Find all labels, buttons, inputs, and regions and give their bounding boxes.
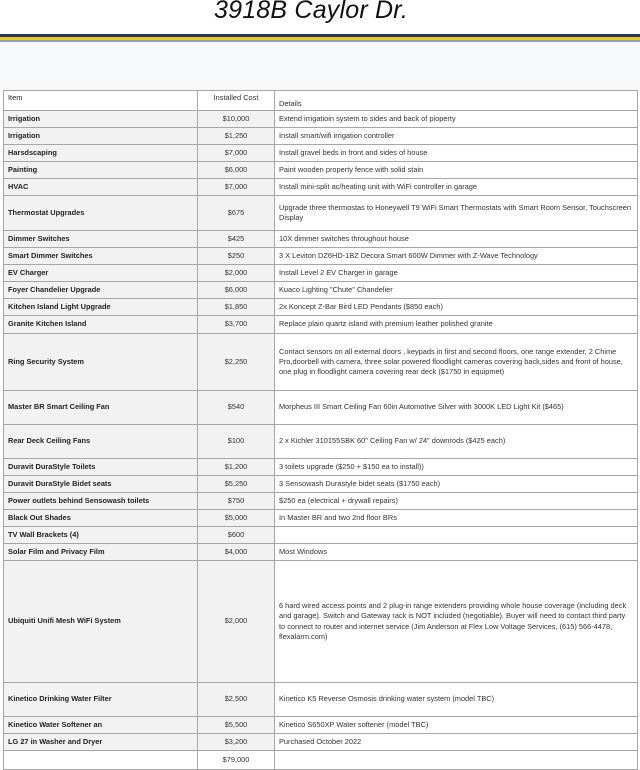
table-row <box>4 231 638 248</box>
row-cost: $7,000 <box>198 179 275 196</box>
table-row <box>4 544 638 561</box>
row-cost: $3,200 <box>198 734 275 751</box>
row-cost: $5,250 <box>198 476 275 493</box>
table-row <box>4 196 638 231</box>
row-cost: $540 <box>198 391 275 425</box>
table-row <box>4 334 638 391</box>
table-row <box>4 391 638 425</box>
row-item: Irrigation <box>4 128 198 145</box>
table-row <box>4 162 638 179</box>
table-row <box>4 561 638 683</box>
row-details: In Master BR and two 2nd floor BRs <box>275 510 638 527</box>
row-item: Duravit DuraStyle Toilets <box>4 459 198 476</box>
table-row <box>4 493 638 510</box>
row-item: Painting <box>4 162 198 179</box>
row-details: Kinetico K5 Reverse Osmosis drinking water system (model TBC) <box>275 683 638 717</box>
row-details: 10X dimmer switches throughout house <box>275 231 638 248</box>
row-item: Ubiquiti Unifi Mesh WiFi System <box>4 561 198 683</box>
row-item: Power outlets behind Sensowash toilets <box>4 493 198 510</box>
row-cost: $3,700 <box>198 316 275 334</box>
row-details: Install gravel beds in front and sides of house <box>275 145 638 162</box>
table-row <box>4 145 638 162</box>
row-details: Install mini-split ac/heating unit with WiFi controller in garage <box>275 179 638 196</box>
table-row <box>4 476 638 493</box>
row-cost: $5,500 <box>198 717 275 734</box>
row-details: Install Level 2 EV Charger in garage <box>275 265 638 282</box>
row-details: Contact sensors on all external doors , keypads in first and second floors, one range extender, 2 Chime Pro,doorbell with camera, three solar powered floodlight cameras covering back,sides and front of house, one plug in floodlight camera covering rear deck ($1750 in equipmet) <box>275 334 638 391</box>
row-item: Kinetico Water Softener an <box>4 717 198 734</box>
row-item: HVAC <box>4 179 198 196</box>
row-item: Black Out Shades <box>4 510 198 527</box>
total-details <box>275 751 638 770</box>
row-cost: $1,850 <box>198 299 275 316</box>
row-item: Rear Deck Ceiling Fans <box>4 425 198 459</box>
row-cost: $2,000 <box>198 561 275 683</box>
row-item: Smart Dimmer Switches <box>4 248 198 265</box>
table-row <box>4 316 638 334</box>
row-item: LG 27 in Washer and Dryer <box>4 734 198 751</box>
row-item: Dimmer Switches <box>4 231 198 248</box>
table-row <box>4 425 638 459</box>
row-item: Ring Security System <box>4 334 198 391</box>
row-details: Replace plain quartz island with premium leather polished granite <box>275 316 638 334</box>
row-item: Solar Film and Privacy Film <box>4 544 198 561</box>
row-details: 3 Sensowash Durastyle bidet seats ($1750 each) <box>275 476 638 493</box>
row-cost: $2,500 <box>198 683 275 717</box>
row-cost: $4,000 <box>198 544 275 561</box>
row-details: Paint wooden property fence with solid stain <box>275 162 638 179</box>
row-cost: $5,000 <box>198 510 275 527</box>
table-row <box>4 717 638 734</box>
row-details: 2x Koncept Z-Bar Bird LED Pendants ($850 each) <box>275 299 638 316</box>
table-row <box>4 683 638 717</box>
row-details: Kinetico S650XP Water softener (model TBC) <box>275 717 638 734</box>
table-row <box>4 179 638 196</box>
row-item: Thermostat Upgrades <box>4 196 198 231</box>
row-item: Kinetico Drinking Water Filter <box>4 683 198 717</box>
row-cost: $1,200 <box>198 459 275 476</box>
upgrades-table <box>3 90 638 770</box>
row-item: TV Wall Brackets (4) <box>4 527 198 544</box>
table-row <box>4 128 638 145</box>
row-cost: $100 <box>198 425 275 459</box>
row-details: Upgrade three thermostas to Honeywell T9 WiFi Smart Thermostats with Smart Room Sensor, Touchscreen Display <box>275 196 638 231</box>
row-item: Harsdscaping <box>4 145 198 162</box>
row-cost: $750 <box>198 493 275 510</box>
table-row <box>4 111 638 128</box>
row-cost: $6,000 <box>198 162 275 179</box>
total-item <box>4 751 198 770</box>
column-header-details: Details <box>275 91 638 111</box>
row-details: 6 hard wired access points and 2 plug-in range extenders providing whole house coverage (including deck and garage). Switch and Gateway rack is NOT included (negotiable). Buyer will need to contact third party to connect to router and internet service (Jim Anderson at Flex Low Voltage Services, (615) 566-4478, flexalarm.com) <box>275 561 638 683</box>
row-details <box>275 527 638 544</box>
column-header-cost: Installed Cost <box>198 91 275 111</box>
row-details: Kuaco Lighting "Chute" Chandelier <box>275 282 638 299</box>
total-row <box>4 751 638 770</box>
row-details: $250 ea (electrical + drywall repairs) <box>275 493 638 510</box>
table-row <box>4 282 638 299</box>
row-details: Most Windows <box>275 544 638 561</box>
row-details: Extend irrigatioin system to sides and back of pioperty <box>275 111 638 128</box>
row-details: 2 x Kichler 310155SBK 60" Ceiling Fan w/ 24" downrods ($425 each) <box>275 425 638 459</box>
row-item: Master BR Smart Ceiling Fan <box>4 391 198 425</box>
row-details: 3 toilets upgrade ($250 + $150 ea to install)) <box>275 459 638 476</box>
table-header-row <box>4 91 638 111</box>
row-details: Morpheus III Smart Ceiling Fan 60in Automotive Silver with 3000K LED Light Kit ($465) <box>275 391 638 425</box>
table-row <box>4 248 638 265</box>
row-item: Kitchen Island Light Upgrade <box>4 299 198 316</box>
row-cost: $10,000 <box>198 111 275 128</box>
row-cost: $425 <box>198 231 275 248</box>
row-cost: $1,250 <box>198 128 275 145</box>
page-title: 3918B Caylor Dr. <box>214 0 409 24</box>
row-cost: $2,250 <box>198 334 275 391</box>
row-details: Install smart/wifi irrigation controller <box>275 128 638 145</box>
row-cost: $675 <box>198 196 275 231</box>
table-row <box>4 459 638 476</box>
column-header-item: Item <box>4 91 198 111</box>
row-item: Duravit DuraStyle Bidet seats <box>4 476 198 493</box>
total-cost: $79,000 <box>198 751 275 770</box>
row-details: 3 X Leviton DZ6HD-1BZ Decora Smart 600W Dimmer with Z-Wave Technology <box>275 248 638 265</box>
table-row <box>4 510 638 527</box>
row-item: EV Charger <box>4 265 198 282</box>
row-cost: $6,000 <box>198 282 275 299</box>
row-item: Granite Kitchen Island <box>4 316 198 334</box>
table-row <box>4 299 638 316</box>
row-item: Foyer Chandelier Upgrade <box>4 282 198 299</box>
table-row <box>4 734 638 751</box>
row-cost: $250 <box>198 248 275 265</box>
row-details: Purchased October 2022 <box>275 734 638 751</box>
table-row <box>4 265 638 282</box>
row-cost: $7,000 <box>198 145 275 162</box>
table-row <box>4 527 638 544</box>
row-cost: $2,000 <box>198 265 275 282</box>
row-item: Irrigation <box>4 111 198 128</box>
row-cost: $600 <box>198 527 275 544</box>
header-spacer <box>0 42 640 90</box>
